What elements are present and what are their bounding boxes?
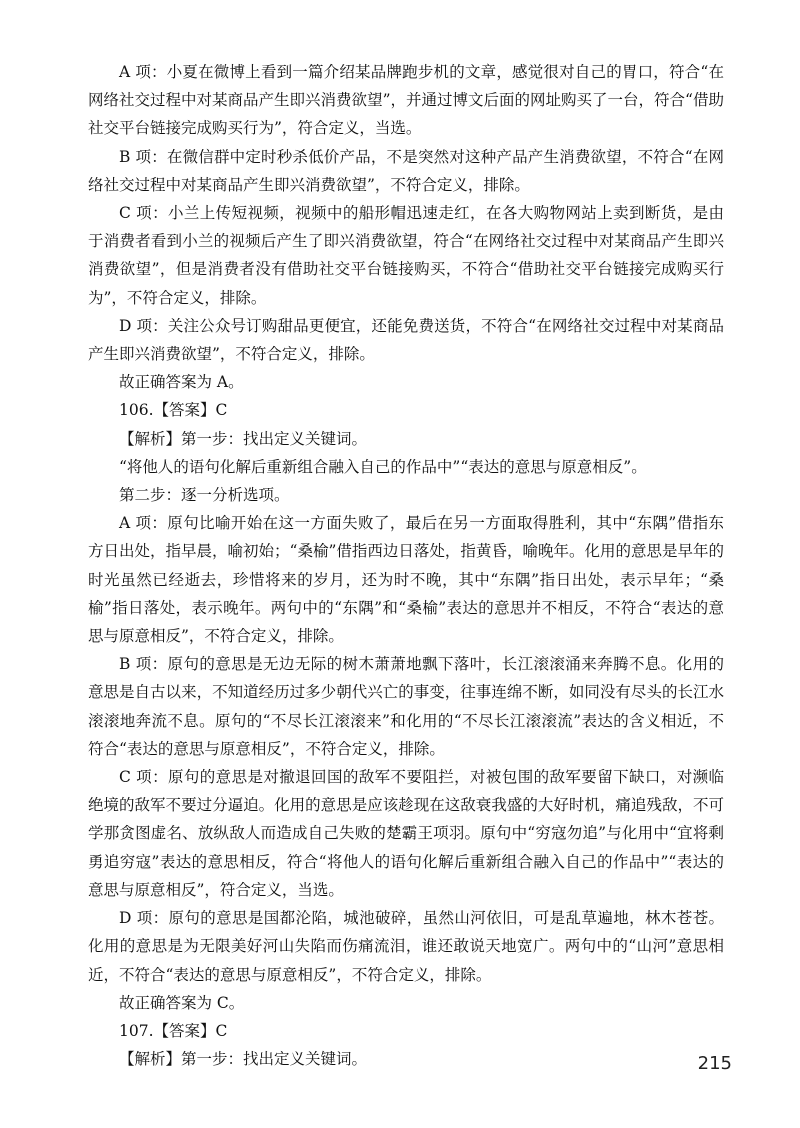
question-106-step-two: 第二步：逐一分析选项。	[119, 486, 290, 505]
question-106-option-b: B 项：原句的意思是无边无际的树木萧萧地飘下落叶，长江滚滚涌来奔腾不息。化用的意思是自古以来，不知道经历过多少朝代兴亡的事变，往事连绵不断，如同没有尽头的长江水滚滚地奔流不息。原句的“不尽长江滚滚来”和化用的“不尽长江滚滚流”表达的含义相近，不符合“表达的意思与原意相反”，不符合定义，排除。	[88, 655, 724, 758]
question-106-analysis: 【解析】第一步：找出定义关键词。	[119, 429, 368, 448]
question-106-conclusion: 故正确答案为 C。	[119, 993, 245, 1012]
question-106-answer: 106.【答案】C	[119, 401, 228, 420]
paragraph-option-a: A 项：小夏在微博上看到一篇介绍某品牌跑步机的文章，感觉很对自己的胃口，符合“在网络社交过程中对某商品产生即兴消费欲望”，并通过博文后面的网址购买了一台，符合“借助社交平台链接完成购买行为”，符合定义，当选。	[88, 63, 724, 138]
paragraph-option-b: B 项：在微信群中定时秒杀低价产品，不是突然对这种产品产生消费欲望，不符合“在网络社交过程中对某商品产生即兴消费欲望”，不符合定义，排除。	[88, 147, 724, 194]
question-106-option-a: A 项：原句比喻开始在这一方面失败了，最后在另一方面取得胜利，其中“东隅”借指东方日出处，指早晨，喻初始；“桑榆”借指西边日落处，指黄昏，喻晚年。化用的意思是早年的时光虽然已经逝去，珍惜将来的岁月，还为时不晚，其中“东隅”指日出处，表示早年；“桑榆”指日落处，表示晚年。两句中的“东隅”和“桑榆”表达的意思并不相反，不符合“表达的意思与原意相反”，不符合定义，排除。	[88, 514, 724, 646]
paragraph-option-c: C 项：小兰上传短视频，视频中的船形帽迅速走红，在各大购物网站上卖到断货，是由于消费者看到小兰的视频后产生了即兴消费欲望，符合“在网络社交过程中对某商品产生即兴消费欲望”，但是消费者没有借助社交平台链接购买，不符合“借助社交平台链接完成购买行为”，不符合定义，排除。	[88, 204, 724, 307]
paragraph-conclusion: 故正确答案为 A。	[119, 373, 244, 392]
question-106-option-c: C 项：原句的意思是对撤退回国的敌军不要阻拦，对被包围的敌军要留下缺口，对濒临绝境的敌军不要过分逼迫。化用的意思是应该趁现在这敌衰我盛的大好时机，痛追残敌，不可学那贪图虚名、放纵敌人而造成自己失败的楚霸王项羽。原句中“穷寇勿追”与化用中“宜将剩勇追穷寇”表达的意思相反，符合“将他人的语句化解后重新组合融入自己的作品中”“表达的意思与原意相反”，符合定义，当选。	[88, 768, 724, 899]
paragraph-option-d: D 项：关注公众号订购甜品更便宜，还能免费送货，不符合“在网络社交过程中对某商品产生即兴消费欲望”，不符合定义，排除。	[88, 316, 724, 364]
question-107-answer: 107.【答案】C	[119, 1021, 228, 1040]
page-number: 215	[697, 1053, 732, 1074]
page-body	[88, 58, 724, 1073]
question-106-option-d: D 项：原句的意思是国都沦陷，城池破碎，虽然山河依旧，可是乱草遍地，林木苍苍。化用的意思是为无限美好河山失陷而伤痛流泪，谁还敢说天地宽广。两句中的“山河”意思相近，不符合“表达的意思与原意相反”，不符合定义，排除。	[88, 909, 724, 984]
question-107-analysis: 【解析】第一步：找出定义关键词。	[119, 1050, 368, 1069]
question-106-keywords: “将他人的语句化解后重新组合融入自己的作品中”“表达的意思与原意相反”。	[119, 457, 647, 476]
